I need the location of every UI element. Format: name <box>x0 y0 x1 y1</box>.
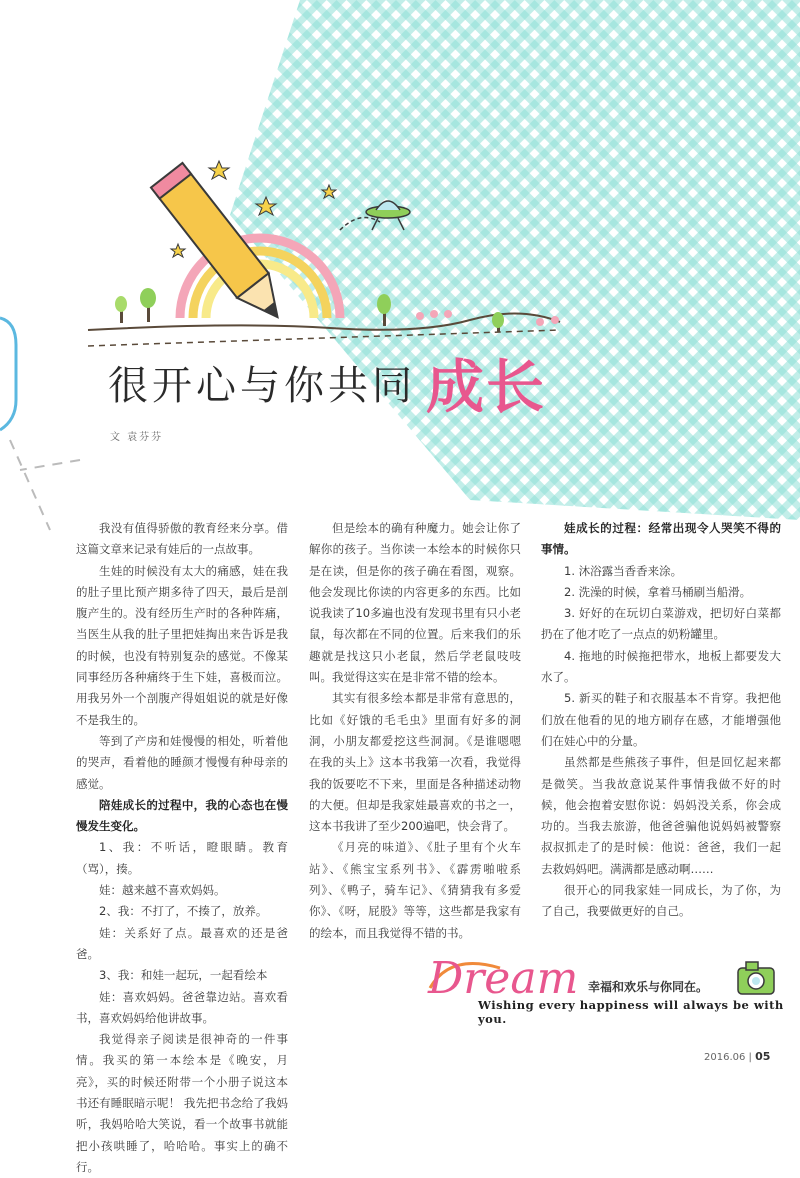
paragraph: 很开心的同我家娃一同成长，为了你，为了自己，我要做更好的自己。 <box>541 883 781 919</box>
paragraph: 2. 洗澡的时候，拿着马桶刷当船滑。 <box>564 584 752 599</box>
article-column-3 <box>541 518 781 923</box>
paragraph: 虽然都是些熊孩子事件，但是回忆起来都是微笑。当我故意说某件事情我做不好的时候，他会抱着安慰你说：妈妈没关系，你会成功的。当我去旅游，他爸爸骗他说妈妈被警察叔叔抓走了的是时候：他说：爸爸，我们一起去救妈妈吧。满满都是感动啊…… <box>541 755 781 876</box>
page-title: 很开心与你共同 <box>108 363 416 409</box>
paragraph: 娃：越来越不喜欢妈妈。 <box>99 883 226 898</box>
dream-chinese-tagline: 幸福和欢乐与你同在。 <box>588 980 709 994</box>
camera-icon <box>738 962 774 994</box>
paragraph: 2、我：不打了，不揍了，放养。 <box>99 904 268 919</box>
edge-arc-shape <box>0 318 16 430</box>
article-column-1 <box>76 518 288 1178</box>
paragraph: 娃成长的过程：经常出现令人哭笑不得的事情。 <box>541 521 781 557</box>
paragraph: 3. 好好的在玩切白菜游戏，把切好白菜都扔在了他才吃了一点点的奶粉罐里。 <box>541 606 781 642</box>
paragraph: 1. 沐浴露当香香来涂。 <box>564 563 683 578</box>
paragraph: 《月亮的味道》、《肚子里有个火车站》、《熊宝宝系列书》、《霹雳啪啦系列》、《鸭子，骑车记》、《猜猜我有多爱你》、《呀，屁股》等等，这些都是我家有的绘本，而且我觉得不错的书。 <box>309 840 521 940</box>
paragraph: 1、我：不听话，瞪眼睛。教育（骂），揍。 <box>76 840 288 876</box>
author-line: 文 袁芬芬 <box>110 432 164 443</box>
paragraph: 3、我：和娃一起玩，一起看绘本 <box>99 968 268 983</box>
footer-separator: | <box>748 1052 752 1063</box>
paragraph: 娃：喜欢妈妈。爸爸靠边站。喜欢看书，喜欢妈妈给他讲故事。 <box>76 989 288 1025</box>
paragraph: 5. 新买的鞋子和衣服基本不肯穿。我把他们放在他看的见的地方刷存在感，才能增强他们在娃心中的分量。 <box>541 691 781 748</box>
page-title-accent: 成长 <box>426 353 547 421</box>
paragraph: 但是绘本的确有种魔力。她会让你了解你的孩子。当你读一本绘本的时候你只是在读，但是你的孩子确在看图，观察。他会发现比你读的内容更多的东西。比如说我读了10多遍也没有发现书里有只小老鼠，每次都在不同的位置。后来我们的乐趣就是找这只小老鼠，然后学老鼠吱吱叫。我觉得这实在是非常不错的绘本。 <box>309 521 521 685</box>
dream-english-tagline: Wishing every happiness will always be with you. <box>478 998 784 1026</box>
paragraph: 娃：关系好了点。最喜欢的还是爸爸。 <box>76 925 288 961</box>
paragraph: 我没有值得骄傲的教育经来分享。借这篇文章来记录有娃后的一点故事。 <box>76 521 288 557</box>
page-number: 05 <box>755 1050 771 1063</box>
paragraph: 4. 拖地的时候拖把带水，地板上都要发大水了。 <box>541 648 781 685</box>
paragraph: 生娃的时候没有太大的痛感，娃在我的肚子里比预产期多待了四天，最后是剖腹产生的。没有经历生产时的各种阵痛，当医生从我的肚子里把娃掏出来告诉是我的时候，也没有特别复杂的感觉。不像某同事经历各种痛终于生下娃，喜极而泣。用我另外一个剖腹产得姐姐说的就是好像不是我生的。 <box>76 563 288 727</box>
paragraph: 我觉得亲子阅读是很神奇的一件事情。我买的第一本绘本是《晚安，月亮》，买的时候还附带一个小册子说这本书还有睡眠暗示呢！ 我先把书念给了我妈听，我妈哈哈大笑说，看一个故事书就能把小孩哄睡了，哈哈哈。事实上的确不行。 <box>76 1032 288 1174</box>
paragraph: 其实有很多绘本都是非常有意思的，比如《好饿的毛毛虫》里面有好多的洞洞，小朋友都爱挖这些洞洞。《是谁嗯嗯在我的头上》这本书我第一次看，我觉得我的饭要吃不下来，里面是各种描述动物的大便。但却是我家娃最喜欢的书之一，这本书我讲了至少200遍吧，快会背了。 <box>309 691 521 834</box>
page-footer <box>704 1050 770 1063</box>
paragraph: 等到了产房和娃慢慢的相处，听着他的哭声，看着他的睡颜才慢慢有种母亲的感觉。 <box>76 733 288 791</box>
issue-date: 2016.06 <box>704 1052 746 1063</box>
paragraph: 陪娃成长的过程中，我的心态也在慢慢发生变化。 <box>76 797 288 834</box>
article-column-2 <box>309 518 521 944</box>
dream-word: Dream <box>428 953 579 1004</box>
